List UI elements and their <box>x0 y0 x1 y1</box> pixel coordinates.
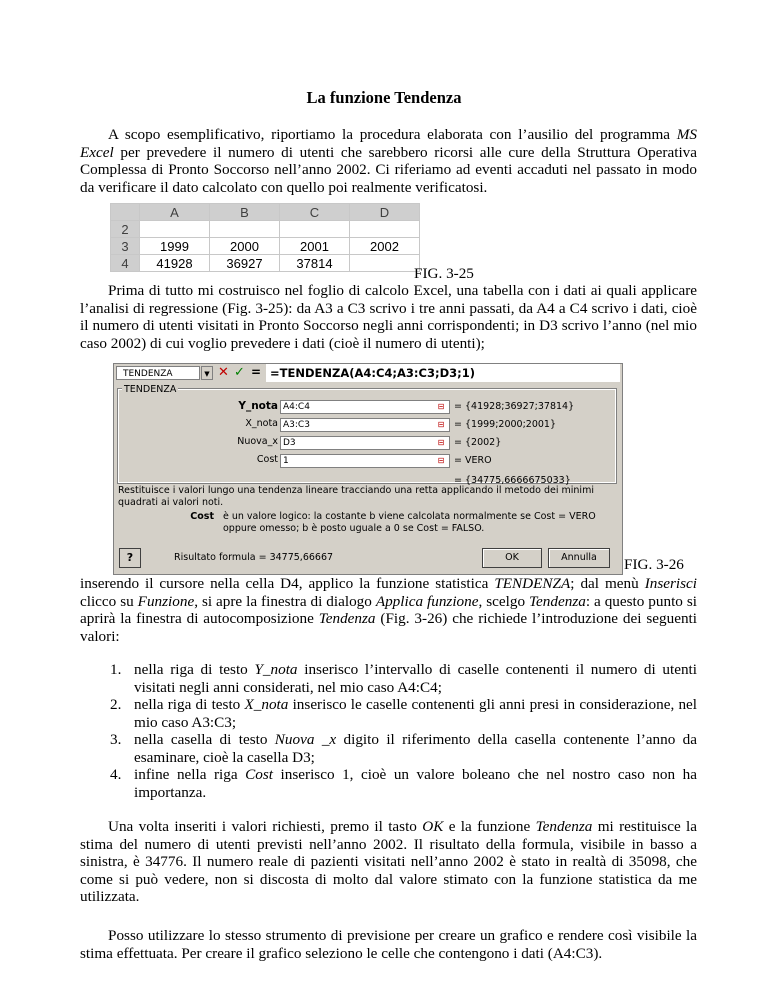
nuova-x-input[interactable]: D3 <box>280 436 450 450</box>
step-term: Y_nota <box>254 661 298 678</box>
closing-paragraph: Posso utilizzare lo stesso strumento di previsione per creare un grafico e rendere così visibile la stima effettuata. Per creare il grafico seleziono le celle che contengono i dati (A4:C3). <box>80 927 697 962</box>
cell-d4[interactable] <box>350 255 420 272</box>
cell-b3[interactable]: 2000 <box>210 238 280 255</box>
column-header[interactable]: B <box>210 204 280 221</box>
total-result: = {34775,6666675033} <box>454 475 571 486</box>
step-1 <box>110 661 697 696</box>
wizard-name: Tendenza <box>318 610 376 628</box>
ok-term: OK <box>422 818 444 835</box>
result-text-a: Una volta inseriti i valori richiesti, premo il tasto <box>108 818 423 835</box>
proc-text-f: : a questo punto si aprirà la finestra di autocomposizione <box>80 592 697 628</box>
arg-result: = VERO <box>454 455 492 466</box>
intro-app-name: MS Excel <box>80 126 697 161</box>
collapse-dialog-icon[interactable]: ⊟ <box>437 438 445 447</box>
step-number: 2. <box>110 696 122 713</box>
cost-arg-description: è un valore logico: la costante b viene calcolata normalmente se Cost = VERO oppure omesso; b è posto uguale a 0 se Cost = FALSO. <box>223 511 596 534</box>
arg-row-x-nota <box>114 418 622 432</box>
step-text-a: nella riga di testo <box>134 696 245 713</box>
result-text-c: mi restituisce la stima del numero di utenti previsti nell’anno 2002. Il risultato della formula, visibile in basso a sinistra, è 34776. Il numero reale di pazienti visitati nell’anno 2002 è stato in realtà di 35098, che come si può vedere, non si discosta di molto dal valore stimato con la funzione statistica da me utilizzata. <box>80 818 697 906</box>
step-term: Cost <box>245 766 274 783</box>
menu-name: Inserisci <box>644 575 698 592</box>
equals-icon[interactable]: = <box>251 365 262 379</box>
cell-c3[interactable]: 2001 <box>280 238 350 255</box>
spreadsheet-table <box>110 203 420 272</box>
proc-text-b: ; dal menù <box>570 575 645 592</box>
arg-result: = {1999;2000;2001} <box>454 419 556 430</box>
step-text-b: inserisco l’intervallo di caselle contenenti il numero di utenti visitati negli anni considerati, nel mio caso A4:C4; <box>134 661 697 696</box>
formula-input[interactable]: =TENDENZA(A4:C4;A3:C3;D3;1) <box>266 364 620 382</box>
function-choice: Tendenza <box>529 592 586 610</box>
step-text-b: inserisco 1, cioè un valore boleano che nel nostro caso non ha importanza. <box>134 766 697 801</box>
cell-c2[interactable] <box>280 221 350 238</box>
step-3 <box>110 731 698 766</box>
proc-text-g: (Fig. 3-26) che richiede l’introduzione dei seguenti valori: <box>80 610 697 645</box>
cost-input[interactable]: 1 <box>280 454 450 468</box>
intro-text-b: per prevedere il numero di utenti che sarebbero ricorsi alle cure della Struttura Operativa Complessa di Pronto Soccorso nell’anno 2002. Ci riferiamo ad eventi accaduti nel passato in modo da verificare il dato calcolato con quello poi realmente verificatosi. <box>80 143 697 196</box>
result-formula: Risultato formula = 34775,66667 <box>174 552 334 563</box>
proc-text-a: inserendo il cursore nella cella D4, applico la funzione statistica <box>80 575 495 592</box>
step-text-a: nella casella di testo <box>134 731 275 748</box>
proc-text-e: , scelgo <box>478 592 529 610</box>
collapse-dialog-icon[interactable]: ⊟ <box>437 420 445 429</box>
collapse-dialog-icon[interactable]: ⊟ <box>437 456 445 465</box>
tendenza-term: Tendenza <box>535 818 593 835</box>
row-header[interactable]: 2 <box>111 221 140 238</box>
row-header[interactable]: 3 <box>111 238 140 255</box>
cell-a3[interactable]: 1999 <box>140 238 210 255</box>
dialog-name: Applica funzione <box>375 592 479 610</box>
procedure-paragraph <box>80 575 697 645</box>
cell-d3[interactable]: 2002 <box>350 238 420 255</box>
group-label: TENDENZA <box>124 384 177 395</box>
column-header[interactable]: D <box>350 204 420 221</box>
arg-label: X_nota <box>245 418 278 429</box>
step-term: Nuova _x <box>274 731 337 748</box>
column-header[interactable]: C <box>280 204 350 221</box>
x-nota-input[interactable]: A3:C3 <box>280 418 450 432</box>
arg-row-cost <box>114 454 622 468</box>
cancel-button[interactable]: Annulla <box>548 548 610 568</box>
cell-c4[interactable]: 37814 <box>280 255 350 272</box>
page-title: La funzione Tendenza <box>306 88 462 107</box>
step-number: 1. <box>110 661 122 678</box>
step-number: 3. <box>110 731 122 748</box>
step-number: 4. <box>110 766 122 783</box>
name-box[interactable]: TENDENZA <box>116 366 200 380</box>
intro-text-a: A scopo esemplificativo, riportiamo la procedura elaborata con l’ausilio del programma <box>108 126 677 143</box>
menu-item-name: Funzione <box>137 592 195 610</box>
arg-result: = {2002} <box>454 437 502 448</box>
function-dialog <box>113 363 623 575</box>
step-text-b: inserisco le caselle contenenti gli anni presi in considerazione, nel mio caso A3:C3; <box>134 696 698 731</box>
cell-b2[interactable] <box>210 221 280 238</box>
ok-button[interactable]: OK <box>482 548 542 568</box>
result-text-b: e la funzione <box>443 818 536 835</box>
corner-cell <box>111 204 140 221</box>
arg-label: Cost <box>256 454 278 465</box>
step-text-a: nella riga di testo <box>134 661 255 678</box>
intro-paragraph <box>80 126 697 196</box>
cell-a2[interactable] <box>140 221 210 238</box>
step-text-a: infine nella riga <box>134 766 246 783</box>
step-2 <box>110 696 698 731</box>
function-description: Restituisce i valori lungo una tendenza lineare tracciando una retta applicando il metodo dei minimi quadrati ai valori noti. <box>118 485 594 508</box>
cell-a4[interactable]: 41928 <box>140 255 210 272</box>
setup-paragraph: Prima di tutto mi costruisco nel foglio di calcolo Excel, una tabella con i dati ai quali applicare l’analisi di regressione (Fig. 3-25): da A3 a C3 scrivo i tre anni passati, da A4 a C4 scrivo i dati, cioè il numero di utenti visitati in Pronto Soccorso negli anni corrispondenti; in D3 scrivo l’anno (nel mio caso 2002) di cui voglio prevedere i dati (cioè il numero di utenti); <box>80 282 697 352</box>
cancel-icon[interactable]: ✕ <box>218 365 229 380</box>
arg-label: Nuova_x <box>237 436 278 447</box>
step-term: X_nota <box>244 696 289 713</box>
row-header[interactable]: 4 <box>111 255 140 272</box>
figure-caption: FIG. 3-25 <box>414 265 474 282</box>
arg-label: Y_nota <box>238 400 278 412</box>
cost-arg-label: Cost <box>190 511 214 522</box>
arg-row-nuova-x <box>114 436 622 450</box>
chevron-down-icon[interactable]: ▼ <box>201 366 213 380</box>
y-nota-input[interactable]: A4:C4 <box>280 400 450 414</box>
column-header[interactable]: A <box>140 204 210 221</box>
function-name: TENDENZA <box>494 575 571 592</box>
proc-text-c: clicco su <box>80 592 138 610</box>
arg-result: = {41928;36927;37814} <box>454 401 575 412</box>
collapse-dialog-icon[interactable]: ⊟ <box>437 402 445 411</box>
cell-b4[interactable]: 36927 <box>210 255 280 272</box>
arg-row-y-nota <box>114 400 622 414</box>
confirm-icon[interactable]: ✓ <box>234 365 245 380</box>
formula-bar <box>114 364 622 382</box>
step-4 <box>110 766 697 801</box>
result-paragraph <box>80 818 697 906</box>
proc-text-d: , si apre la finestra di dialogo <box>194 592 376 610</box>
step-text-b: digito il riferimento della casella contenente l’anno da esaminare, cioè la casella D3; <box>134 731 698 766</box>
cell-d2[interactable] <box>350 221 420 238</box>
figure-caption: FIG. 3-26 <box>624 556 684 573</box>
help-icon[interactable]: ? <box>119 548 141 568</box>
